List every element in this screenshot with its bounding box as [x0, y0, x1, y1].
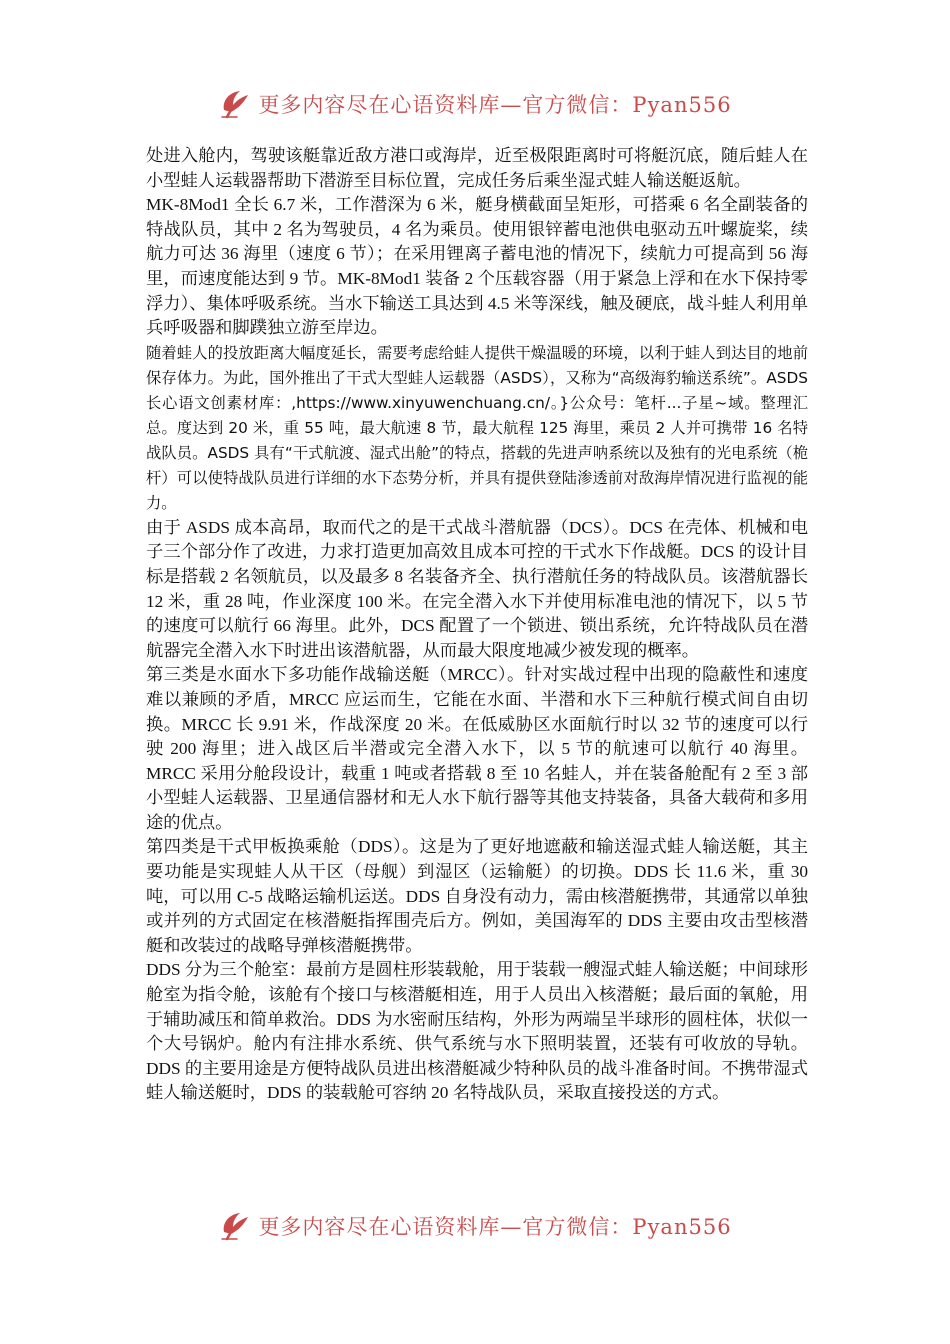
paragraph-2: MK-8Mod1 全长 6.7 米，工作潜深为 6 米，艇身横截面呈矩形，可搭乘 6 名全副装备的特战队员，其中 2 名为驾驶员，4 名为乘员。使用银锌蓄电池供电驱动五叶螺旋桨，续航力可达 36 海里（速度 6 节）；在采用锂离子蓄电池的情况下，续航力可提高到 56 海里，而速度能达到 9 节。MK-8Mod1 装备 2 个压载容器（用于紧急上浮和在水下保持零浮力）、集体呼吸系统。当水下输送工具达到 4.5 米等深线，触及硬底，战斗蛙人利用单兵呼吸器和脚蹼独立游至岸边。 [146, 195, 808, 338]
header-banner-text: 更多内容尽在心语资料库—官方微信：Pyan556 [258, 93, 732, 117]
feather-pen-logo-icon [218, 1208, 254, 1244]
paragraph-7: DDS 分为三个舱室：最前方是圆柱形装载舱，用于装载一艘湿式蛙人输送艇；中间球形舱室为指令舱，该舱有个接口与核潜艇相连，用于人员出入核潜艇；最后面的氧舱，用于辅助减压和简单救治。DDS 为水密耐压结构，外形为两端呈半球形的圆柱体，状似一个大号锅炉。舱内有注排水系统、供气系统与水下照明装置，还装有可收放的导轨。DDS 的主要用途是方便特战队员进出核潜艇减少特种队员的战斗准备时间。不携带湿式蛙人输送艇时，DDS 的装载舱可容纳 20 名特战队员，采取直接投送的方式。 [146, 960, 808, 1103]
footer-banner [0, 1206, 950, 1246]
paragraph-6: 第四类是干式甲板换乘舱（DDS）。这是为了更好地遮蔽和输送湿式蛙人输送艇，其主要功能是实现蛙人从干区（母舰）到湿区（运输艇）的切换。DDS 长 11.6 米，重 30 吨，可以用 C-5 战略运输机运送。DDS 自身没有动力，需由核潜艇携带，其通常以单独或并列的方式固定在核潜艇指挥围壳后方。例如，美国海军的 DDS 主要由攻击型核潜艇和改装过的战略导弹核潜艇携带。 [146, 837, 808, 955]
paragraph-5: 第三类是水面水下多功能作战输送艇（MRCC）。针对实战过程中出现的隐蔽性和速度难以兼顾的矛盾，MRCC 应运而生，它能在水面、半潜和水下三种航行模式间自由切换。MRCC 长 9.91 米，作战深度 20 米。在低威胁区水面航行时以 32 节的速度可以行驶 200 海里；进入战区后半潜或完全潜入水下，以 5 节的航速可以航行 40 海里。MRCC 采用分舱段设计，载重 1 吨或者搭载 8 至 10 名蛙人，并在装备舱配有 2 至 3 部小型蛙人运载器、卫星通信器材和无人水下航行器等其他支持装备，具备大载荷和多用途的优点。 [146, 665, 808, 832]
footer-banner-text: 更多内容尽在心语资料库—官方微信：Pyan556 [258, 1215, 732, 1239]
document-body [146, 144, 808, 1106]
paragraph-1: 处进入舱内，驾驶该艇靠近敌方港口或海岸，近至极限距离时可将艇沉底，随后蛙人在小型蛙人运载器帮助下潜游至目标位置，完成任务后乘坐湿式蛙人输送艇返航。 [146, 146, 808, 190]
paragraph-3: 随着蛙人的投放距离大幅度延长，需要考虑给蛙人提供干燥温暖的环境，以利于蛙人到达目的地前保存体力。为此，国外推出了干式大型蛙人运载器（ASDS），又称为“高级海豹输送系统”。ASDS 长心语文创素材库：,https://www.xinyuwenchuang.cn/。}公众号：笔杆...子星~域。整理汇总。度达到 20 米，重 55 吨，最大航速 8 节，最大航程 125 海里，乘员 2 人并可携带 16 名特战队员。ASDS 具有“干式航渡、湿式出舱”的特点，搭载的先进声呐系统以及独有的光电系统（桅杆）可以使特战队员进行详细的水下态势分析，并具有提供登陆渗透前对敌海岸情况进行监视的能力。 [146, 343, 808, 512]
paragraph-4: 由于 ASDS 成本高昂，取而代之的是干式战斗潜航器（DCS）。DCS 在壳体、机械和电子三个部分作了改进，力求打造更加高效且成本可控的干式水下作战艇。DCS 的设计目标是搭载 2 名领航员，以及最多 8 名装备齐全、执行潜航任务的特战队员。该潜航器长 12 米，重 28 吨，作业深度 100 米。在完全潜入水下并使用标准电池的情况下，以 5 节的速度可以航行 66 海里。此外，DCS 配置了一个锁进、锁出系统，允许特战队员在潜航器完全潜入水下时进出该潜航器，从而最大限度地减少被发现的概率。 [146, 517, 808, 660]
header-banner [0, 84, 950, 124]
feather-pen-logo-icon [218, 86, 254, 122]
